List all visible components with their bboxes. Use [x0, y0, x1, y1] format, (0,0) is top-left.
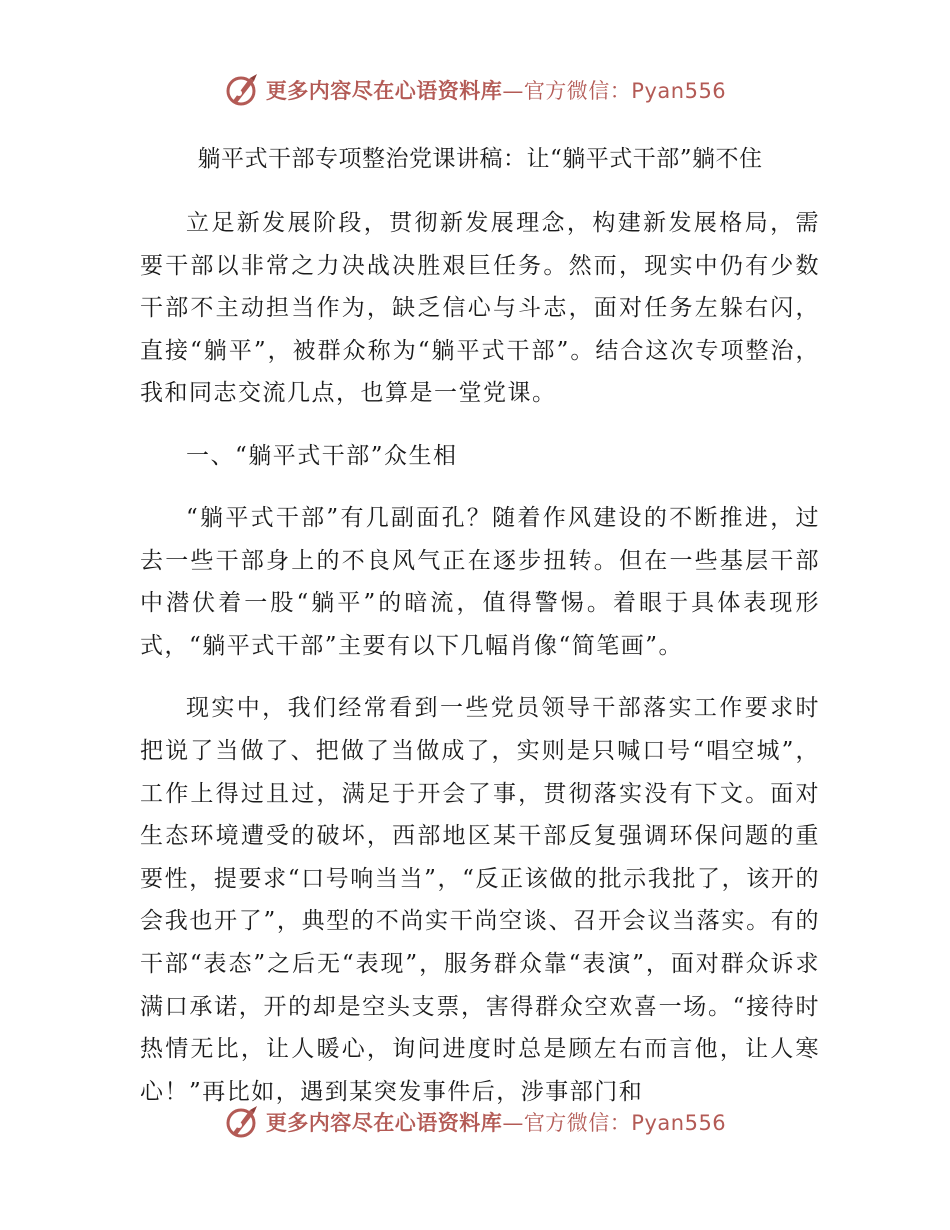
banner-separator: — — [502, 79, 524, 103]
section-heading-1: 一、“躺平式干部”众生相 — [186, 442, 458, 469]
banner-contact: 官方微信：Pyan556 — [523, 1111, 727, 1135]
banner-text — [266, 1107, 726, 1137]
quill-pen-logo-icon — [224, 1104, 260, 1140]
banner-brand: 更多内容尽在心语资料库 — [265, 79, 503, 103]
document-title: 躺平式干部专项整治党课讲稿：让“躺平式干部”躺不住 — [197, 146, 763, 172]
paragraph-reality: 现实中，我们经常看到一些党员领导干部落实工作要求时把说了当做了、把做了当做成了，实则是只喊口号“唱空城”，工作上得过且过，满足于开会了事，贯彻落实没有下文。面对生态环境遭受的破坏，西部地区某干部反复强调环保问题的重要性，提要求“口号响当当”，“反正该做的批示我批了，该开的会我也开了”，典型的不尚实干尚空谈、召开会议当落实。有的干部“表态”之后无“表现”，服务群众靠“表演”，面对群众诉求满口承诺，开的却是空头支票，害得群众空欢喜一场。“接待时热情无比，让人暖心，询问进度时总是顾左右而言他，让人寒心！”再比如，遇到某突发事件后，涉事部门和 — [140, 695, 820, 1105]
paragraph-intro: 立足新发展阶段，贯彻新发展理念，构建新发展格局，需要干部以非常之力决战决胜艰巨任务。然而，现实中仍有少数干部不主动担当作为，缺乏信心与斗志，面对任务左躲右闪，直接“躺平”，被群众称为“躺平式干部”。结合这次专项整治，我和同志交流几点，也算是一堂党课。 — [140, 210, 820, 407]
banner-contact: 官方微信：Pyan556 — [523, 79, 727, 103]
paragraph-faces: “躺平式干部”有几副面孔？随着作风建设的不断推进，过去一些干部身上的不良风气正在逐步扭转。但在一些基层干部中潜伏着一股“躺平”的暗流，值得警惕。着眼于具体表现形式，“躺平式干部”主要有以下几幅肖像“简笔画”。 — [140, 504, 820, 659]
document-body — [140, 138, 820, 1133]
footer-banner — [0, 1102, 950, 1142]
banner-text — [266, 75, 726, 105]
banner-separator: — — [502, 1111, 524, 1135]
banner-brand: 更多内容尽在心语资料库 — [265, 1111, 503, 1135]
quill-pen-logo-icon — [224, 72, 260, 108]
header-banner — [0, 70, 950, 110]
